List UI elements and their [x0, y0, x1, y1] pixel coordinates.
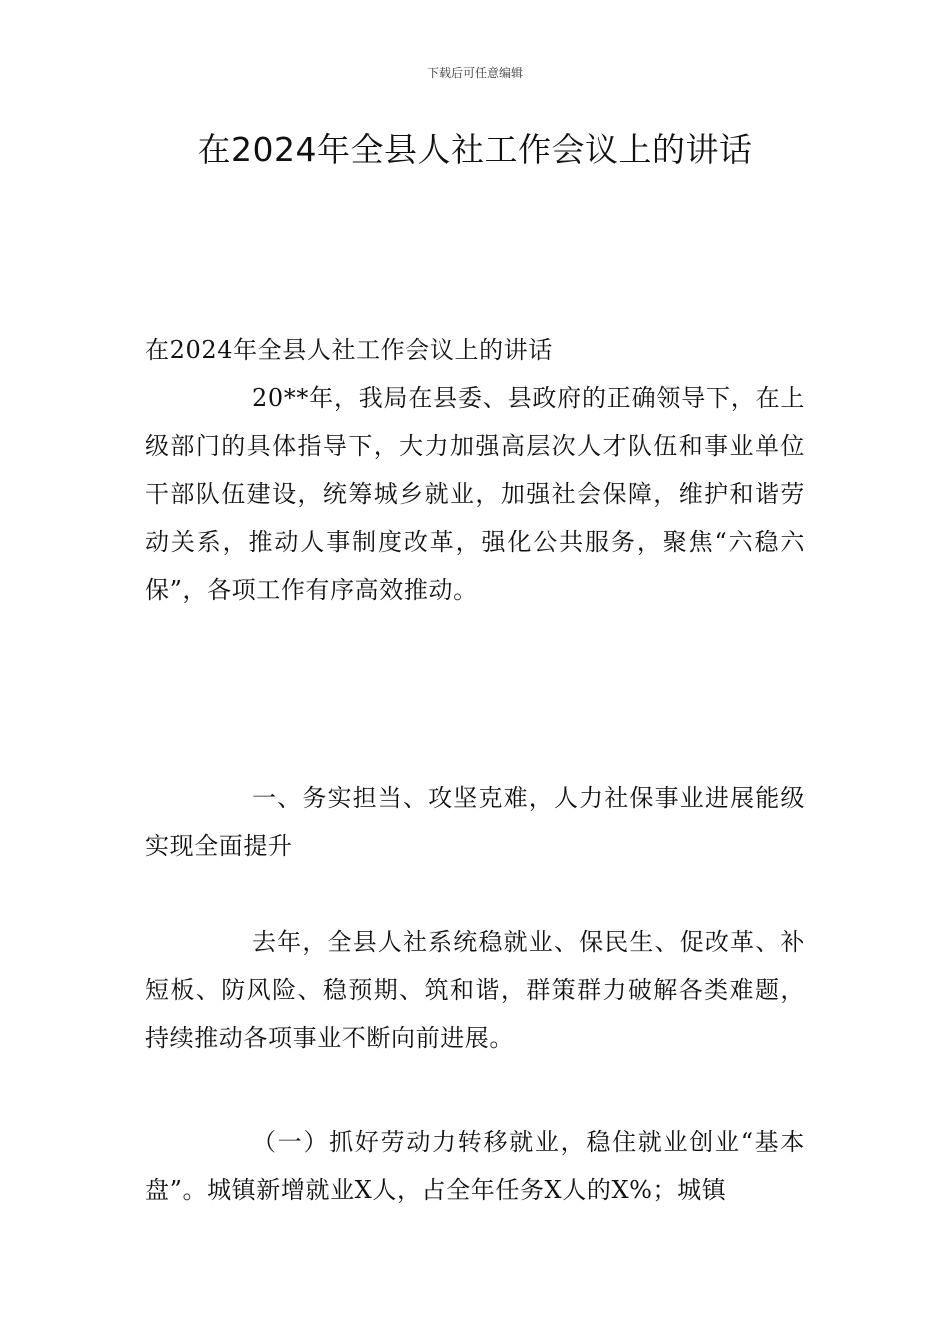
subsection-1-paragraph: （一）抓好劳动力转移就业，稳住就业创业“基本盘”。城镇新增就业X人，占全年任务X人的X%；城镇	[145, 1128, 805, 1204]
section-1-heading: 一、务实担当、攻坚克难，人力社保事业进展能级实现全面提升	[145, 784, 805, 860]
header-note: 下载后可任意编辑	[426, 66, 523, 80]
document-title: 在2024年全县人社工作会议上的讲话	[197, 130, 753, 169]
document-subtitle: 在2024年全县人社工作会议上的讲话	[145, 336, 553, 364]
section-1-paragraph: 去年，全县人社系统稳就业、保民生、促改革、补短板、防风险、稳预期、筑和谐，群策群力破解各类难题，持续推动各项事业不断向前进展。	[145, 928, 805, 1052]
intro-paragraph: 20**年，我局在县委、县政府的正确领导下，在上级部门的具体指导下，大力加强高层次人才队伍和事业单位干部队伍建设，统筹城乡就业，加强社会保障，维护和谐劳动关系，推动人事制度改革，强化公共服务，聚焦“六稳六保”，各项工作有序高效推动。	[145, 384, 805, 604]
